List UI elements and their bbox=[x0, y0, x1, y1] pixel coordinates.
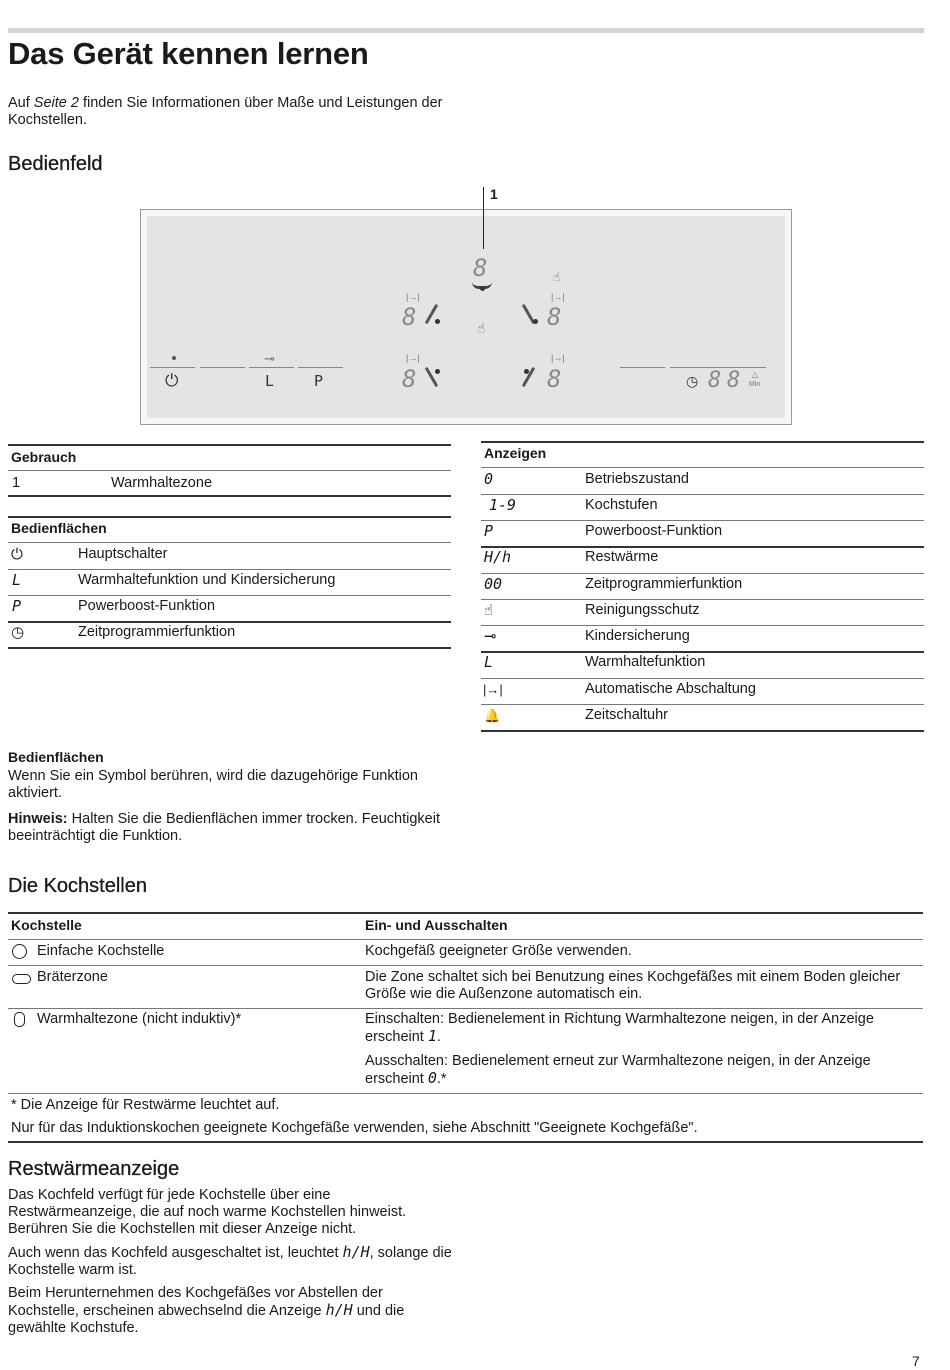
row-label: Zeitschaltuhr bbox=[585, 707, 669, 723]
key-divider bbox=[200, 367, 245, 368]
indicator-dot bbox=[172, 356, 176, 360]
callout-number: 1 bbox=[490, 186, 498, 202]
row-label: Restwärme bbox=[585, 549, 659, 565]
section-subheading: Bedienflächen bbox=[8, 749, 104, 765]
bedienfeld-heading: Bedienfeld bbox=[8, 153, 103, 175]
H-display-icon: H/h bbox=[484, 548, 512, 566]
row-label: Betriebszustand bbox=[585, 471, 689, 487]
row-text: Die Zone schaltet sich bei Benutzung eines Kochgefäßes mit einem Boden gleicher Größe wie die Außenzone automatisch ein. bbox=[365, 969, 901, 1002]
row-label: Zeitprogrammierfunktion bbox=[78, 624, 236, 640]
warming-dot bbox=[480, 286, 485, 291]
roaster-zone-icon bbox=[12, 974, 31, 984]
key-divider bbox=[298, 367, 343, 368]
kochstellen-heading: Die Kochstellen bbox=[8, 875, 147, 897]
timer-icon: ◷ bbox=[11, 624, 25, 641]
hint-text: Halten Sie die Bedienflächen immer trocken. Feuchtigkeit beeinträchtigt die Funktion. bbox=[8, 811, 440, 844]
L-display-icon: L bbox=[484, 653, 494, 671]
section-text: Wenn Sie ein Symbol berühren, wird die dazugehörige Funktion aktiviert. bbox=[8, 768, 419, 801]
zone-dot bbox=[435, 319, 440, 324]
restwaerme-p2: Auch wenn das Kochfeld ausgeschaltet ist, leuchtet h/H, solange die Kochstelle warm ist. bbox=[8, 1243, 452, 1278]
warming-zone-icon bbox=[14, 1012, 25, 1027]
key-divider bbox=[620, 367, 665, 368]
row-number: 1 bbox=[12, 475, 21, 491]
zone-display-left-bottom: 8 bbox=[402, 365, 417, 393]
column-header: Ein- und Ausschalten bbox=[365, 917, 508, 933]
row-label: Einfache Kochstelle bbox=[37, 943, 165, 959]
intro-paragraph: Auf Seite 2 finden Sie Informationen über Maße und Leistungen der Kochstellen. bbox=[8, 95, 443, 128]
cleaning-icon-small: ☝ bbox=[553, 270, 561, 284]
bedienflaechen-section bbox=[8, 749, 453, 851]
row-label: Warmhaltefunktion bbox=[585, 654, 706, 670]
P-symbol-icon: P bbox=[12, 597, 22, 615]
timer-display-2: 8 bbox=[727, 368, 741, 393]
zone-display-right-bottom: 8 bbox=[547, 365, 562, 393]
key-divider bbox=[249, 367, 294, 368]
cleaning-icon: ☝ bbox=[484, 602, 494, 619]
row-label: Powerboost-Funktion bbox=[78, 598, 216, 614]
row-label: Powerboost-Funktion bbox=[585, 523, 723, 539]
zone-display-right-top: 8 bbox=[547, 303, 562, 331]
auto-off-icon: |→| bbox=[483, 682, 503, 697]
00-display-icon: 00 bbox=[484, 575, 503, 593]
zone-dot bbox=[524, 369, 529, 374]
row-label: Warmhaltefunktion und Kindersicherung bbox=[78, 572, 336, 588]
top-rule bbox=[8, 28, 924, 33]
key-icon: ⊸ bbox=[484, 628, 497, 645]
row-text-off: Ausschalten: Bedienelement erneut zur Warmhaltezone neigen, in der Anzeige erscheint 0.* bbox=[365, 1053, 871, 1087]
table-header: Anzeigen bbox=[484, 445, 547, 461]
hint-label: Hinweis: bbox=[8, 811, 68, 827]
row-label: Warmhaltezone (nicht induktiv)* bbox=[37, 1011, 242, 1027]
row-text-on: Einschalten: Bedienelement in Richtung Warmhaltezone neigen, in der Anzeige erscheint 1. bbox=[365, 1011, 874, 1045]
table-header: Bedienflächen bbox=[11, 520, 107, 536]
range-display-icon: 1-9 bbox=[489, 496, 517, 514]
zone-display-left-top: 8 bbox=[402, 303, 417, 331]
page-link[interactable]: Seite 2 bbox=[33, 95, 79, 111]
L-symbol-icon: L bbox=[12, 571, 22, 589]
single-zone-icon bbox=[12, 944, 27, 959]
P-key[interactable]: P bbox=[314, 372, 324, 390]
power-button[interactable]: ⏻ bbox=[165, 371, 179, 390]
restwaerme-section bbox=[8, 1187, 453, 1343]
row-label: Zeitprogrammierfunktion bbox=[585, 576, 743, 592]
column-header: Kochstelle bbox=[11, 917, 82, 933]
timer-display-1: 8 bbox=[708, 368, 722, 393]
auto-off-icon: |→| bbox=[551, 353, 565, 363]
gebrauch-table bbox=[8, 444, 451, 496]
control-panel-illustration bbox=[140, 209, 792, 425]
page-number: 7 bbox=[912, 1353, 920, 1369]
restwaerme-p3: Beim Herunternehmen des Kochgefäßes vor Abstellen der Kochstelle, erscheinen abwechselnd die Anzeige h/H und die gewählte Kochstufe. bbox=[8, 1285, 405, 1336]
note: Nur für das Induktionskochen geeignete Kochgefäße verwenden, siehe Abschnitt "Geeignete Kochgefäße". bbox=[11, 1120, 698, 1136]
key-divider bbox=[150, 367, 195, 368]
bell-icon: △ bbox=[752, 370, 759, 379]
P-display-icon: P bbox=[484, 522, 494, 540]
cleaning-icon: ☝ bbox=[477, 320, 486, 336]
row-label: Kochstufen bbox=[585, 497, 658, 513]
L-key[interactable]: L bbox=[265, 372, 275, 390]
kochstellen-table bbox=[8, 912, 923, 1144]
restwaerme-heading: Restwärmeanzeige bbox=[8, 1158, 180, 1180]
min-label: Min bbox=[749, 381, 761, 388]
zone-dot bbox=[533, 319, 538, 324]
row-text: Kochgefäß geeigneter Größe verwenden. bbox=[365, 943, 632, 959]
power-icon: ⏻ bbox=[11, 546, 23, 563]
footnote: * Die Anzeige für Restwärme leuchtet auf. bbox=[11, 1097, 280, 1113]
callout-line bbox=[483, 187, 484, 249]
zero-display-icon: 0 bbox=[484, 470, 494, 488]
row-label: Warmhaltezone bbox=[111, 475, 213, 491]
page-title: Das Gerät kennen lernen bbox=[8, 36, 369, 71]
key-icon: ⊸ bbox=[264, 351, 275, 366]
row-label: Kindersicherung bbox=[585, 628, 690, 644]
row-label: Hauptschalter bbox=[78, 546, 168, 562]
row-label: Reinigungsschutz bbox=[585, 602, 700, 618]
timer-button[interactable]: ◷ bbox=[686, 373, 699, 389]
restwaerme-p1: Das Kochfeld verfügt für jede Kochstelle über eine Restwärmeanzeige, die auf noch warme Kochstellen hinweist. Berühren Sie die Kochstellen mit dieser Anzeige nicht. bbox=[8, 1187, 407, 1237]
auto-off-icon: |→| bbox=[406, 353, 420, 363]
row-label: Automatische Abschaltung bbox=[585, 681, 756, 697]
zone-dot bbox=[435, 369, 440, 374]
row-label: Bräterzone bbox=[37, 969, 108, 985]
auto-off-icon: |→| bbox=[406, 292, 420, 302]
bedienflaechen-table bbox=[8, 516, 451, 650]
anzeigen-table bbox=[481, 441, 924, 733]
bell-icon: 🔔 bbox=[484, 708, 501, 723]
warming-zone-display: 8 bbox=[473, 254, 488, 282]
table-header: Gebrauch bbox=[11, 449, 77, 465]
auto-off-icon: |→| bbox=[551, 292, 565, 302]
